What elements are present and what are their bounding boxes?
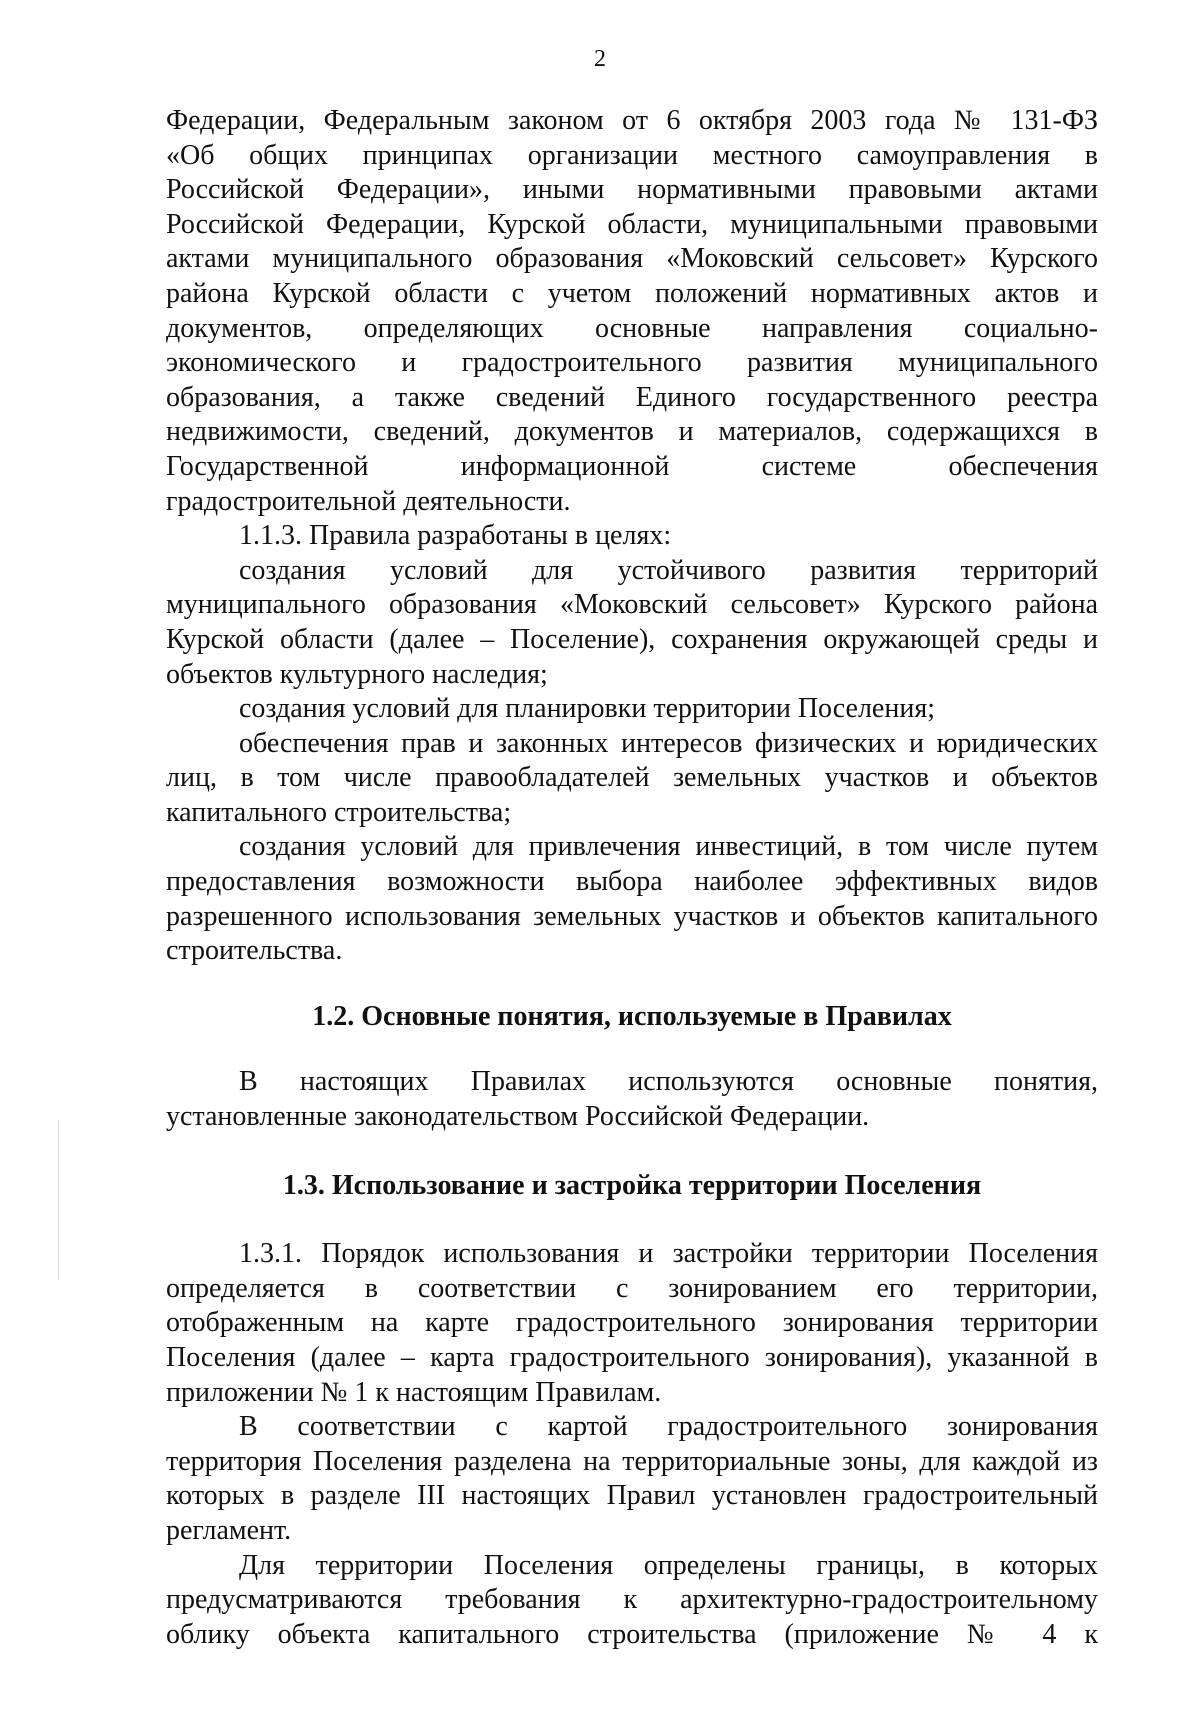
text-line: экономического и градостроительного развития муниципального (166, 347, 1098, 379)
text-line: Государственной информационной системе обеспечения (166, 450, 1098, 482)
text-line: создания условий для устойчивого развития территорий (239, 554, 1098, 586)
text-line: создания условий для привлечения инвестиций, в том числе путем (239, 831, 1098, 863)
paragraph-goal-sustainable-development (166, 554, 1098, 692)
text-line: объектов культурного наследия; (166, 658, 548, 690)
text-line: облику объекта капитального строительства (приложение № 4 к (166, 1618, 1098, 1650)
text-line: создания условий для планировки территории Поселения; (239, 693, 935, 725)
document-body (166, 104, 1098, 1652)
text-line: муниципального образования «Моковский сельсовет» Курского района (166, 589, 1098, 621)
paragraph-goal-rights (166, 727, 1098, 831)
text-line: актами муниципального образования «Моковский сельсовет» Курского (166, 243, 1098, 275)
text-line: установленные законодательством Российской Федерации. (166, 1101, 870, 1133)
text-line: территория Поселения разделена на территориальные зоны, для каждой из (166, 1445, 1098, 1477)
text-line: предоставления возможности выбора наиболее эффективных видов (166, 866, 1098, 898)
text-line: обеспечения прав и законных интересов физических и юридических (239, 727, 1098, 759)
spacer (166, 1135, 1098, 1169)
paragraph-zoning-order (166, 1237, 1098, 1410)
section-heading-1-2: 1.2. Основные понятия, используемые в Правилах (312, 1000, 952, 1032)
text-line: Поселения (далее – карта градостроительного зонирования), указанной в (166, 1342, 1098, 1373)
text-line: разрешенного использования земельных участков и объектов капитального (166, 900, 1098, 932)
spacer (166, 1034, 1098, 1065)
spacer (166, 969, 1098, 1000)
text-line: лиц, в том числе правообладателей земельных участков и объектов (166, 762, 1098, 794)
text-line: «Об общих принципах организации местного самоуправления в (166, 139, 1098, 171)
paragraph-architectural-requirements (166, 1549, 1098, 1653)
text-line: Для территории Поселения определены границы, в которых (239, 1549, 1098, 1581)
text-line: В соответствии с картой градостроительного зонирования (239, 1411, 1098, 1443)
text-line: района Курской области с учетом положений нормативных актов и (166, 277, 1098, 309)
paragraph-goal-investments (166, 830, 1098, 968)
page-number: 2 (594, 46, 606, 72)
text-line: Курской области (далее – Поселение), сохранения окружающей среды и (166, 623, 1098, 655)
text-line: В настоящих Правилах используются основные понятия, (239, 1066, 1098, 1098)
text-line: отображенным на карте градостроительного зонирования территории (166, 1307, 1098, 1339)
text-line: строительства. (166, 935, 343, 967)
text-line: предусматриваются требования к архитектурно-градостроительному (166, 1584, 1098, 1616)
text-line: 1.3.1. Порядок использования и застройки территории Поселения (239, 1238, 1098, 1270)
text-line: регламент. (166, 1514, 292, 1546)
paragraph-goal-planning (166, 692, 1098, 727)
text-line: капитального строительства; (166, 796, 512, 828)
text-line: которых в разделе III настоящих Правил установлен градостроительный (166, 1480, 1098, 1512)
text-line: Российской Федерации», иными нормативными правовыми актами (166, 174, 1098, 206)
text-line: Российской Федерации, Курской области, муниципальными правовыми (166, 208, 1098, 240)
text-line: определяется в соответствии с зонированием его территории, (166, 1272, 1098, 1304)
text-line: 1.1.3. Правила разработаны в целях: (239, 520, 672, 552)
spacer (166, 1203, 1098, 1237)
paragraph-basic-concepts (166, 1065, 1098, 1134)
paragraph-goals-intro (166, 519, 1098, 554)
section-heading-1-3: 1.3. Использование и застройка территории Поселения (282, 1169, 982, 1201)
paragraph-legal-basis (166, 104, 1098, 519)
paragraph-territorial-zones (166, 1410, 1098, 1548)
text-line: Федерации, Федеральным законом от 6 октября 2003 года № 131-ФЗ (166, 105, 1098, 136)
scan-edge-mark (58, 1120, 59, 1280)
text-line: градостроительной деятельности. (166, 485, 571, 517)
text-line: недвижимости, сведений, документов и материалов, содержащихся в (166, 416, 1098, 448)
text-line: образования, а также сведений Единого государственного реестра (166, 381, 1098, 413)
text-line: документов, определяющих основные направления социально- (166, 312, 1098, 344)
text-line: приложении № 1 к настоящим Правилам. (166, 1376, 662, 1408)
